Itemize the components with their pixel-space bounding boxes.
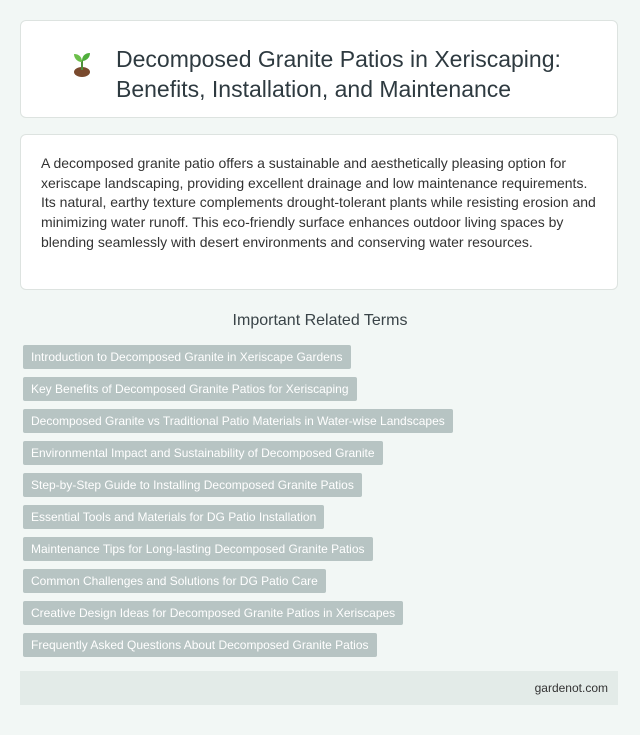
related-terms-list <box>23 345 623 665</box>
term-link[interactable]: Common Challenges and Solutions for DG Patio Care <box>23 569 326 593</box>
footer-site-link[interactable]: gardenot.com <box>534 681 608 695</box>
term-link[interactable]: Maintenance Tips for Long-lasting Decomposed Granite Patios <box>23 537 373 561</box>
footer <box>20 671 618 705</box>
intro-text: A decomposed granite patio offers a sustainable and aesthetically pleasing option for xeriscape landscaping, providing excellent drainage and low maintenance requirements. Its natural, earthy texture complements drought-tolerant plants while resisting erosion and minimizing water runoff. This eco-friendly surface enhances outdoor living spaces by blending seamlessly with desert environments and conserving water resources. <box>41 155 596 250</box>
term-link[interactable]: Creative Design Ideas for Decomposed Granite Patios in Xeriscapes <box>23 601 403 625</box>
header-card <box>20 20 618 118</box>
intro-card <box>20 134 618 290</box>
term-link[interactable]: Frequently Asked Questions About Decomposed Granite Patios <box>23 633 377 657</box>
term-link[interactable]: Introduction to Decomposed Granite in Xeriscape Gardens <box>23 345 351 369</box>
term-link[interactable]: Essential Tools and Materials for DG Patio Installation <box>23 505 324 529</box>
seedling-icon <box>67 48 97 78</box>
term-link[interactable]: Key Benefits of Decomposed Granite Patios for Xeriscaping <box>23 377 357 401</box>
term-link[interactable]: Environmental Impact and Sustainability of Decomposed Granite <box>23 441 383 465</box>
term-link[interactable]: Step-by-Step Guide to Installing Decomposed Granite Patios <box>23 473 362 497</box>
term-link[interactable]: Decomposed Granite vs Traditional Patio Materials in Water-wise Landscapes <box>23 409 453 433</box>
related-terms-heading: Important Related Terms <box>232 312 408 329</box>
page-title: Decomposed Granite Patios in Xeriscaping: Benefits, Installation, and Maintenance <box>116 46 561 102</box>
